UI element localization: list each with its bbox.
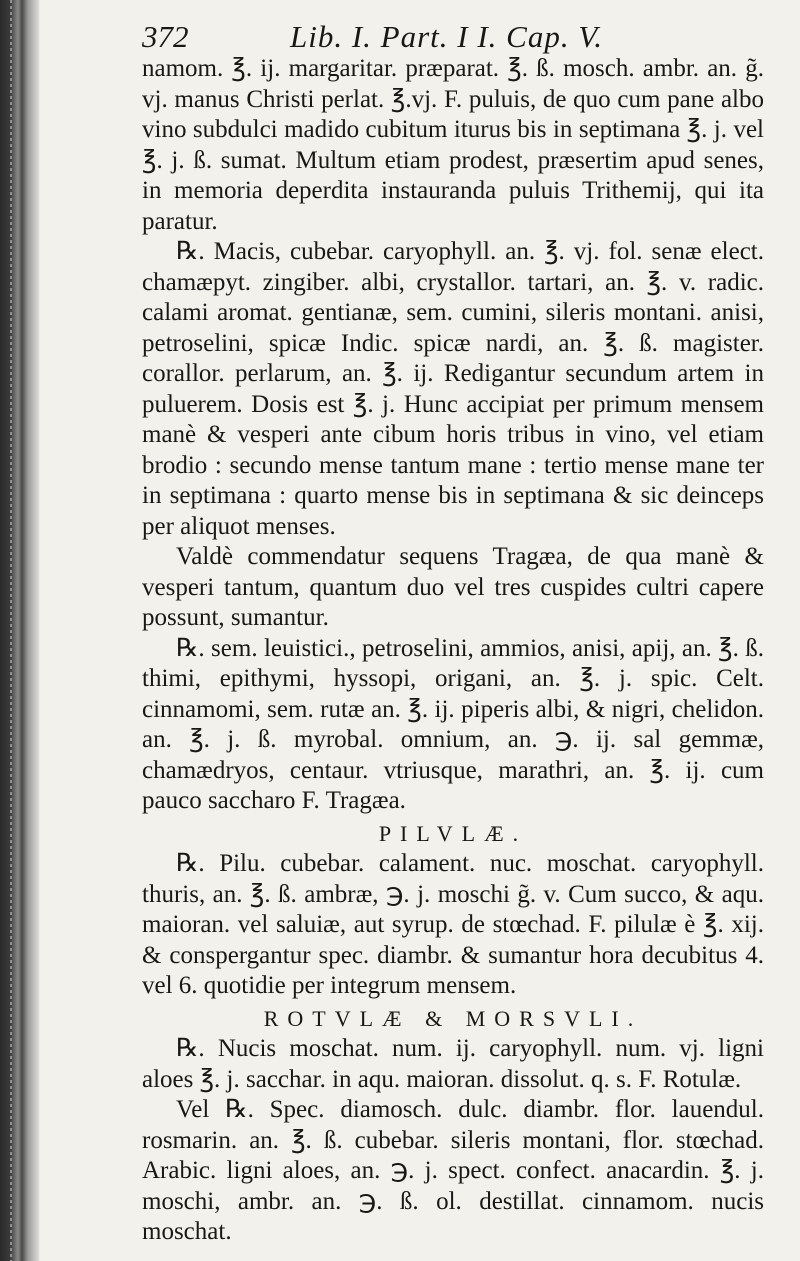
recipe-paragraph: ℞. sem. leuistici., petroselini, ammios, anisi, apij, an. ℥. ß. thimi, epithymi, hyssopi, origani, an. ℥. j. spic. Celt. cinnamomi, sem. rutæ an. ℥. ij. piperis albi, & nigri, chelidon. an. ℥. j. ß. myrobal. omnium, an. ℈. ij. sal gemmæ, chamædryos, centaur. vtriusque, marathri, an. ℥. ij. cum pauco saccharo F. Tragæa. — [142, 634, 764, 814]
page-header — [142, 14, 764, 54]
recipe-paragraph: ℞. Nucis moschat. num. ij. caryophyll. num. vj. ligni aloes ℥. j. sacchar. in aqu. maioran. dissolut. q. s. F. Rotulæ. — [142, 1035, 764, 1093]
book-spine — [0, 0, 40, 1261]
page-number: 372 — [142, 19, 189, 54]
running-head: Lib. I. Part. I I. Cap. V. — [290, 19, 604, 54]
section-heading: ROTVLÆ & MORSVLI. — [263, 1005, 643, 1031]
page-body — [142, 14, 764, 1248]
recipe-paragraph: ℞. Macis, cubebar. caryophyll. an. ℥. vj. fol. senæ elect. chamæpyt. zingiber. albi, crystallor. tartari, an. ℥. v. radic. calami aromat. gentianæ, sem. cumini, sileris montani. anisi, petroselini, spicæ Indic. spicæ nardi, an. ℥. ß. magister. corallor. perlarum, an. ℥. ij. Redigantur secundum artem in puluerem. Dosis est ℥. j. Hunc accipiat per primum mensem manè & vesperi ante cibum horis tribus in vino, vel etiam brodio : secundo mense tantum mane : tertio mense mane ter in septimana : quarto mense bis in septimana & sic deinceps per aliquot menses. — [142, 238, 764, 540]
paragraph: namom. ℥. ij. margaritar. præparat. ℥. ß. mosch. ambr. an. g̃. vj. manus Christi perlat. ℥.vj. F. puluis, de quo cum pane albo vino subdulci madido cubitum iturus bis in septimana ℥. j. vel ℥. j. ß. sumat. Multum etiam prodest, præsertim apud senes, in memoria deperdita instauranda puluis Trithemij, qui ita paratur. — [142, 55, 764, 235]
paragraph: Valdè commendatur sequens Tragæa, de qua manè & vesperi tantum, quantum duo vel tres cuspides cultri capere possunt, sumantur. — [142, 543, 764, 631]
recipe-paragraph: Vel ℞. Spec. diamosch. dulc. diambr. flor. lauendul. rosmarin. an. ℥. ß. cubebar. sileris montani, flor. stœchad. Arabic. ligni aloes, an. ℈. j. spect. confect. anacardin. ℥. j. moschi, ambr. an. ℈. ß. ol. destillat. cinnamom. nucis moschat. — [142, 1096, 764, 1245]
recipe-paragraph: ℞. Pilu. cubebar. calament. nuc. moschat. caryophyll. thuris, an. ℥. ß. ambræ, ℈. j. moschi g̃. v. Cum succo, & aqu. maioran. vel saluiæ, aut syrup. de stœchad. F. pilulæ è ℥. xij. & conspergantur spec. diambr. & sumantur hora decubitus 4. vel 6. quotidie per integrum mensem. — [142, 850, 764, 999]
section-heading: PILVLÆ. — [378, 820, 528, 846]
